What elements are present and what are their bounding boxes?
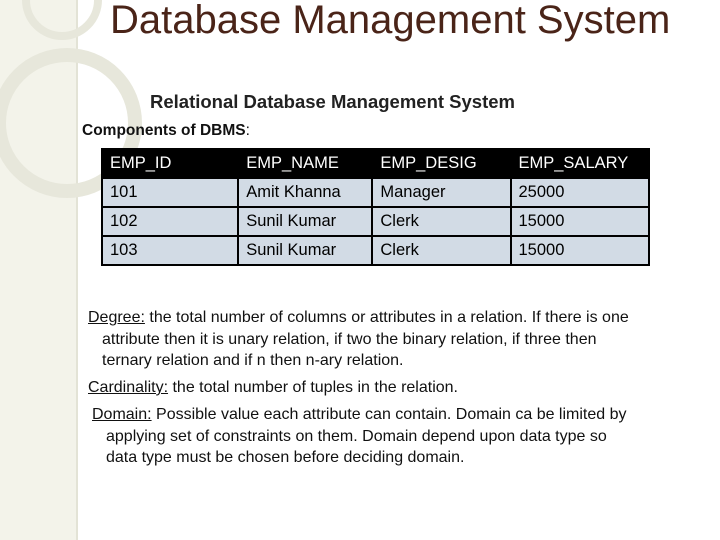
domain-term: Domain: xyxy=(92,406,152,423)
components-colon: : xyxy=(245,122,250,139)
table-row xyxy=(103,208,648,235)
cardinality-definition xyxy=(88,377,710,399)
cardinality-text: the total number of tuples in the relation. xyxy=(168,379,458,396)
cell-emp-desig: Clerk xyxy=(373,208,509,235)
components-heading xyxy=(82,122,250,140)
header-emp-desig: EMP_DESIG xyxy=(373,150,509,177)
employee-table xyxy=(101,148,650,266)
cell-emp-salary: 15000 xyxy=(512,237,649,264)
domain-definition xyxy=(92,404,712,469)
domain-text-line2: applying set of constraints on them. Domain depend upon data type so xyxy=(106,427,607,445)
header-emp-name: EMP_NAME xyxy=(239,150,371,177)
header-emp-id: EMP_ID xyxy=(103,150,237,177)
table-row xyxy=(103,237,648,264)
cell-emp-name: Sunil Kumar xyxy=(239,208,371,235)
domain-text-line3: data type must be chosen before deciding domain. xyxy=(106,449,465,466)
table-row xyxy=(103,179,648,206)
table-header-row xyxy=(103,150,648,177)
degree-text-line2: attribute then it is unary relation, if two the binary relation, if three then xyxy=(102,330,597,348)
cell-emp-salary: 25000 xyxy=(512,179,649,206)
degree-text-line3: ternary relation and if n then n-ary relation. xyxy=(102,352,404,369)
degree-definition xyxy=(88,307,710,372)
degree-text-line1: the total number of columns or attributes in a relation. If there is one xyxy=(144,309,629,326)
cell-emp-name: Sunil Kumar xyxy=(239,237,371,264)
cell-emp-name: Amit Khanna xyxy=(239,179,371,206)
cardinality-term: Cardinality: xyxy=(88,379,169,396)
cell-emp-salary: 15000 xyxy=(512,208,649,235)
cell-emp-id: 102 xyxy=(103,208,237,235)
slide-subtitle: Relational Database Management System xyxy=(150,91,515,112)
cell-emp-id: 103 xyxy=(103,237,237,264)
components-label: Components of DBMS xyxy=(82,122,246,139)
degree-term: Degree: xyxy=(88,309,145,326)
slide-title: Database Management System xyxy=(110,0,671,42)
cell-emp-desig: Manager xyxy=(373,179,509,206)
cell-emp-desig: Clerk xyxy=(373,237,509,264)
header-emp-salary: EMP_SALARY xyxy=(512,150,649,177)
cell-emp-id: 101 xyxy=(103,179,237,206)
domain-text-line1: Possible value each attribute can contain. Domain ca be limited by xyxy=(151,406,627,423)
